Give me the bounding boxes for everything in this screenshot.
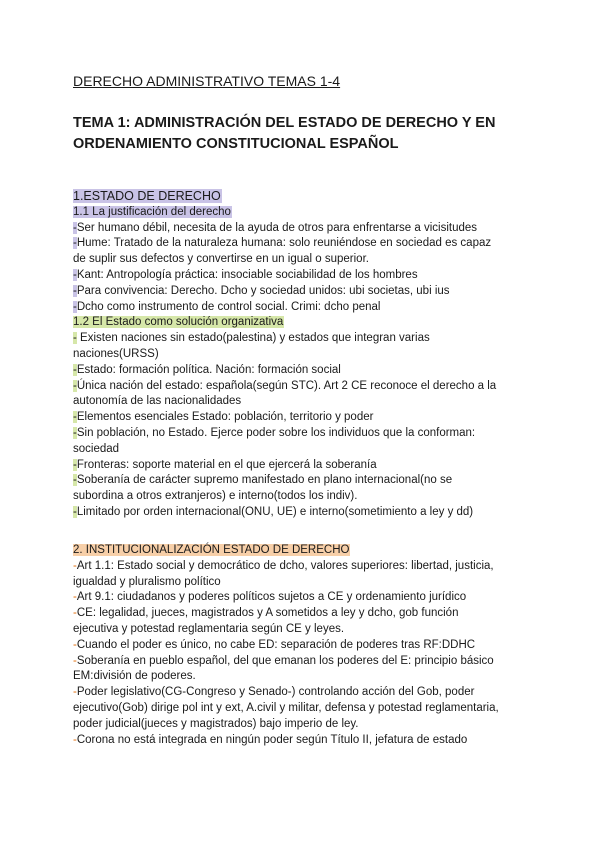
list-item-cont: poder judicial(jueces y magistrados) bajo imperio de ley. (73, 717, 359, 730)
list-item: -Kant: Antropología práctica: insociable sociabilidad de los hombres (73, 268, 418, 281)
list-item-cont: EM:división de poderes. (73, 670, 196, 683)
list-item-cont: naciones(URSS) (73, 347, 159, 360)
list-item: -Soberanía en pueblo español, del que emanan los poderes del E: principio básico (73, 654, 494, 667)
list-item: -Dcho como instrumento de control social. Crimi: dcho penal (73, 300, 381, 313)
list-item: -Única nación del estado: española(según STC). Art 2 CE reconoce el derecho a la (73, 379, 497, 392)
list-item-cont: ejecutiva y potestad reglamentaria según CE y leyes. (73, 622, 345, 635)
section-institucionalizacion (73, 543, 533, 748)
list-item: -Cuando el poder es único, no cabe ED: separación de poderes tras RF:DDHC (73, 638, 476, 651)
list-item: -CE: legalidad, jueces, magistrados y A sometidos a ley y dcho, gob función (73, 607, 459, 620)
list-item-cont: subordina a otros extranjeros) e interno(todos los indiv). (73, 490, 358, 503)
section2-heading: 2. INSTITUCIONALIZACIÓN ESTADO DE DERECHO (73, 544, 350, 556)
tema-title: TEMA 1: ADMINISTRACIÓN DEL ESTADO DE DERECHO Y EN ORDENAMIENTO CONSTITUCIONAL ESPAÑOL (73, 115, 496, 152)
list-item-cont: ejecutivo(Gob) dirige pol int y ext, A.civil y militar, defensa y potestad reglamentaria, (73, 701, 499, 714)
list-item-cont: igualdad y pluralismo político (73, 575, 221, 588)
list-item: -Para convivencia: Derecho. Dcho y sociedad unidos: ubi societas, ubi ius (73, 284, 450, 297)
list-item-cont: autonomía de las nacionalidades (73, 395, 242, 408)
list-item: -Art 1.1: Estado social y democrático de dcho, valores superiores: libertad, justicia, (73, 559, 494, 572)
list-item-cont: de suplir sus defectos y convertirse en un igual o superior. (73, 253, 369, 266)
list-item: -Sin población, no Estado. Ejerce poder sobre los individuos que la conforman: (73, 426, 476, 439)
sub1-heading: 1.1 La justificación del derecho (73, 205, 231, 218)
list-item: -Corona no está integrada en ningún poder según Título II, jefatura de estado (73, 733, 468, 746)
list-item: -Soberanía de carácter supremo manifestado en plano internacional(no se (73, 474, 453, 487)
list-item: -Limitado por orden internacional(ONU, UE) e interno(sometimiento a ley y dd) (73, 505, 474, 518)
list-item: -Fronteras: soporte material en el que ejercerá la soberanía (73, 458, 377, 471)
list-item: -Hume: Tratado de la naturaleza humana: solo reuniéndose en sociedad es capaz (73, 237, 492, 250)
section-estado-de-derecho (73, 189, 533, 521)
list-item: - Existen naciones sin estado(palestina) y estados que integran varias (73, 332, 430, 345)
section1-heading: 1.ESTADO DE DERECHO (73, 189, 221, 203)
list-item: -Ser humano débil, necesita de la ayuda de otros para enfrentarse a vicisitudes (73, 221, 478, 234)
list-item: -Elementos esenciales Estado: población, territorio y poder (73, 411, 374, 424)
sub2-heading: 1.2 El Estado como solución organizativa (73, 316, 284, 329)
list-item: -Poder legislativo(CG-Congreso y Senado-) controlando acción del Gob, poder (73, 686, 475, 699)
list-item: -Art 9.1: ciudadanos y poderes políticos sujetos a CE y ordenamiento jurídico (73, 591, 467, 604)
list-item-cont: sociedad (73, 442, 120, 455)
document-title: DERECHO ADMINISTRATIVO TEMAS 1-4 (73, 73, 341, 89)
list-item: -Estado: formación política. Nación: formación social (73, 363, 341, 376)
